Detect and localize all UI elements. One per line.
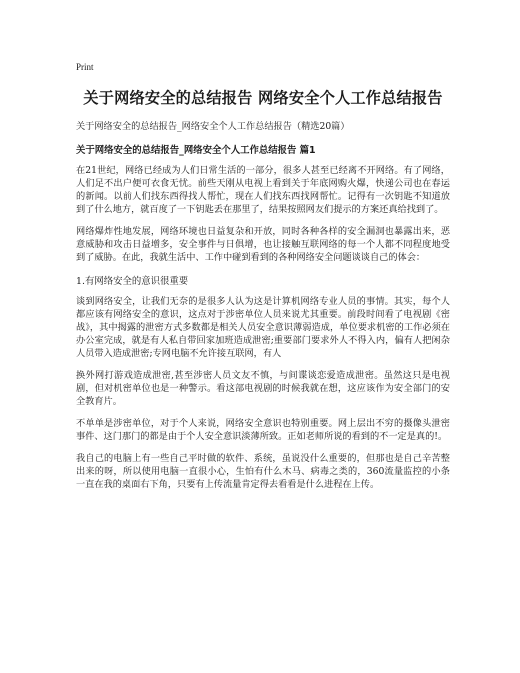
print-link[interactable]: Print: [76, 62, 94, 72]
paragraph-context: 网络爆炸性地发展，网络环境也日益复杂和开放，同时各种各样的安全漏洞也暴露出来，恶意威胁和攻击日益增多，安全事件与日俱增，也让接触互联网络的每一个人都不同程度地受到了威胁。在此，我就生活中、工作中碰到看到的各种网络安全问题谈谈自己的体会：: [76, 226, 450, 263]
document-subtitle: 关于网络安全的总结报告_网络安全个人工作总结报告（精选20篇）: [76, 121, 350, 132]
section-heading: 关于网络安全的总结报告_网络安全个人工作总结报告 篇1: [76, 145, 316, 156]
paragraph-personal-awareness: 不单单是涉密单位，对于个人来说，网络安全意识也特别重要。网上层出不穷的摄像头泄密事件、这门那门的都是由于个人安全意识淡薄所致。正如老师所说的看到的不一定是真的!。: [76, 418, 450, 442]
paragraph-intro: 在21世纪，网络已经成为人们日常生活的一部分，很多人甚至已经离不开网络。有了网络，人们足不出户便可衣食无忧。前些天刚从电视上看到关于年底网购火爆，快递公司也在春运的新闻。以前人们找东西得找人帮忙，现在人们找东西找网帮忙。记得有一次钥匙不知道放到了什么地方，就百度了一下钥匙丢在那里了，结果按照网友们提示的方案还真给找到了。: [76, 165, 450, 215]
paragraph-awareness: 谈到网络安全，让我们无奈的是很多人认为这是计算机网络专业人员的事情。其实，每个人都应该有网络安全的意识，这点对于涉密单位人员来说尤其重要。前段时间看了电视剧《密战》，其中揭露的泄密方式多数都是相关人员安全意识薄弱造成，单位要求机密的工作必须在办公室完成，就是有人私自带回家加班造成泄密;重要部门要求外人不得入内，偏有人把闲杂人员带入造成泄密;专网电脑不允许接互联网，有人: [76, 296, 450, 359]
paragraph-drama-lesson: 换外网打游戏造成泄密,甚至涉密人员文友不慎，与间谍谈恋爱造成泄密。虽然这只是电视剧，但对机密单位也是一种警示。看这部电视剧的时候我就在想，这应该作为安全部门的安全教育片。: [76, 370, 450, 407]
document-page: [76, 62, 450, 500]
list-heading-1: 1.有网络安全的意识很重要: [76, 276, 189, 287]
document-title: 关于网络安全的总结报告 网络安全个人工作总结报告: [83, 89, 443, 107]
paragraph-own-computer: 我自己的电脑上有一些自己平时做的软件、系统，虽说没什么重要的，但那也是自己辛苦整出来的呀，所以使用电脑一直很小心，生怕有什么木马、病毒之类的，360流量监控的小条一直在我的桌面右下角，只要有上传流量肯定得去看看是什么进程在上传。: [76, 453, 450, 490]
